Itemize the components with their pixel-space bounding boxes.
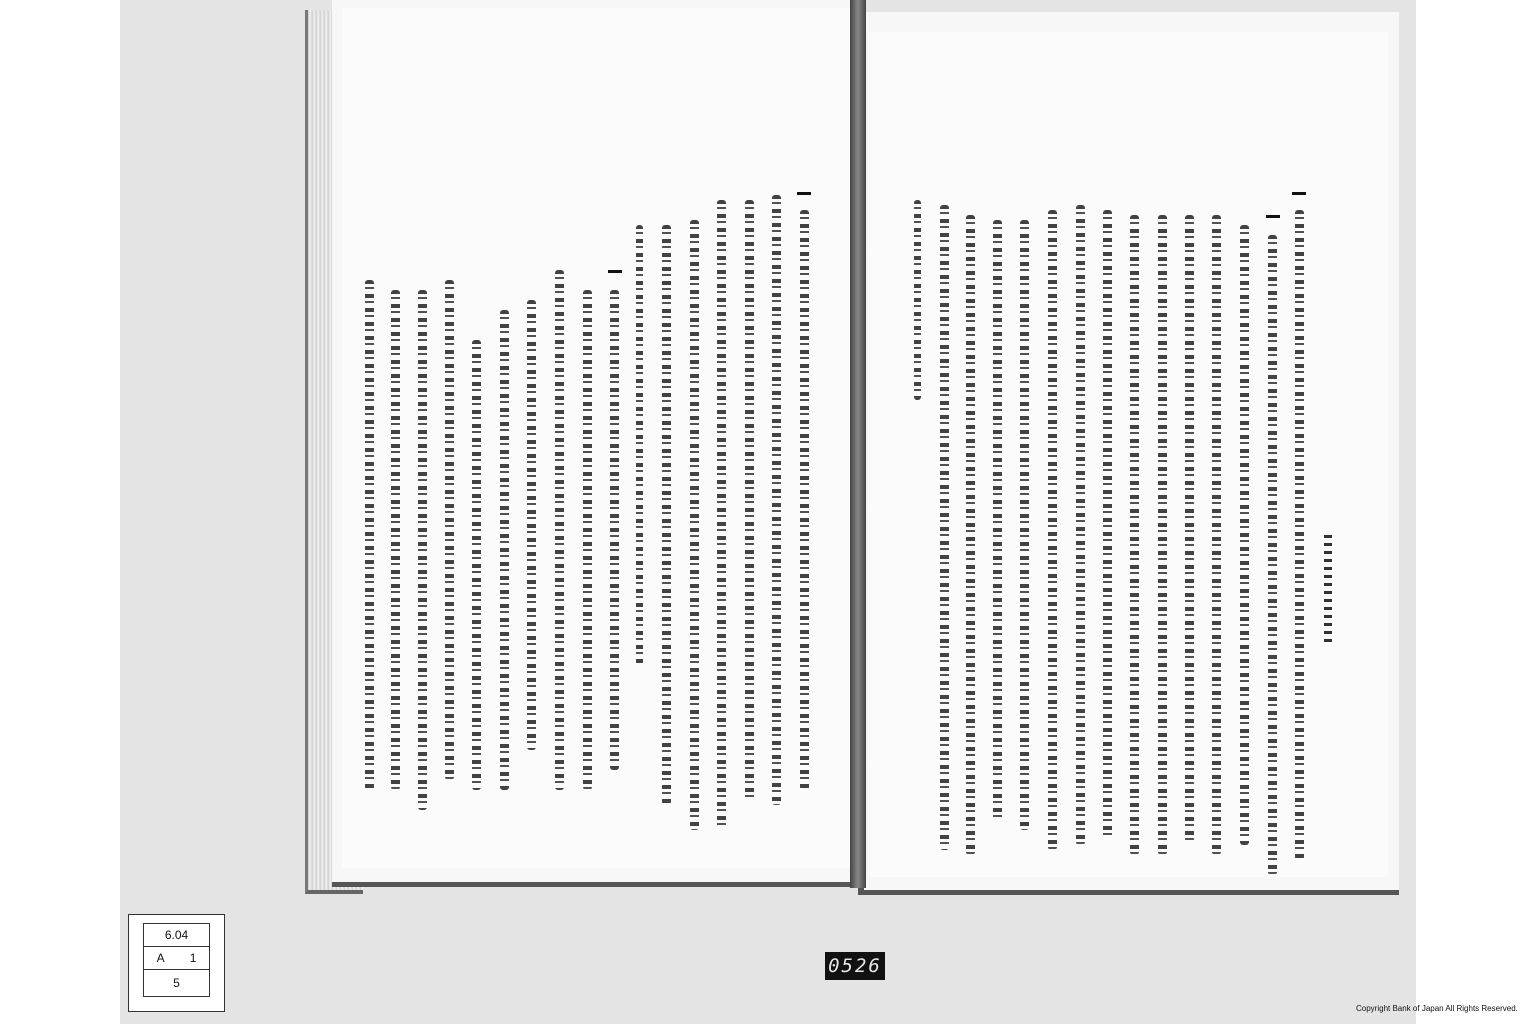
handwriting-column [800, 210, 809, 790]
handwriting-column [1048, 210, 1057, 850]
handwriting-column [1295, 210, 1304, 860]
item-dash-mark [797, 192, 811, 195]
handwriting-column [636, 225, 643, 665]
catalog-card-line2-right: 1 [189, 951, 197, 965]
catalog-card-line2 [143, 947, 210, 970]
handwriting-column [1130, 215, 1139, 855]
handwriting-column [1158, 215, 1167, 855]
handwriting-column [993, 220, 1002, 820]
handwriting-column [555, 270, 564, 790]
catalog-card [128, 914, 225, 1012]
catalog-card-line1: 6.04 [143, 923, 210, 947]
copyright-notice: Copyright Bank of Japan All Rights Reserved. [1356, 1004, 1518, 1013]
handwriting-column [610, 290, 619, 770]
catalog-card-line2-left: A [156, 951, 165, 965]
handwriting-column [583, 290, 592, 790]
handwriting-column [1103, 210, 1112, 840]
handwriting-column [745, 200, 754, 800]
handwriting-column [940, 205, 949, 850]
handwriting-column [662, 225, 671, 805]
handwriting-column [690, 220, 699, 830]
catalog-card-line3: 5 [143, 970, 210, 997]
marginal-note [1324, 535, 1332, 645]
handwriting-column [966, 215, 975, 855]
handwriting-column [914, 200, 921, 400]
item-dash-mark [1266, 215, 1280, 218]
handwriting-column [1020, 220, 1029, 830]
handwriting-column [472, 340, 481, 790]
handwriting-column [391, 290, 400, 790]
handwriting-column [418, 290, 427, 810]
frame-number: 0526 [825, 952, 885, 980]
handwriting-column [1185, 215, 1194, 845]
handwriting-column [1076, 205, 1085, 845]
handwriting-column [1240, 225, 1249, 845]
handwriting-column [1268, 235, 1277, 875]
handwriting-column [527, 300, 536, 750]
handwriting-column [717, 200, 726, 830]
item-dash-mark [608, 270, 622, 273]
handwriting-column [445, 280, 454, 780]
book-spine [850, 0, 866, 888]
handwriting-column [500, 310, 509, 790]
handwriting-column [365, 280, 374, 790]
handwriting-column [772, 195, 781, 805]
handwriting-column [1212, 215, 1221, 855]
item-dash-mark [1292, 192, 1306, 195]
